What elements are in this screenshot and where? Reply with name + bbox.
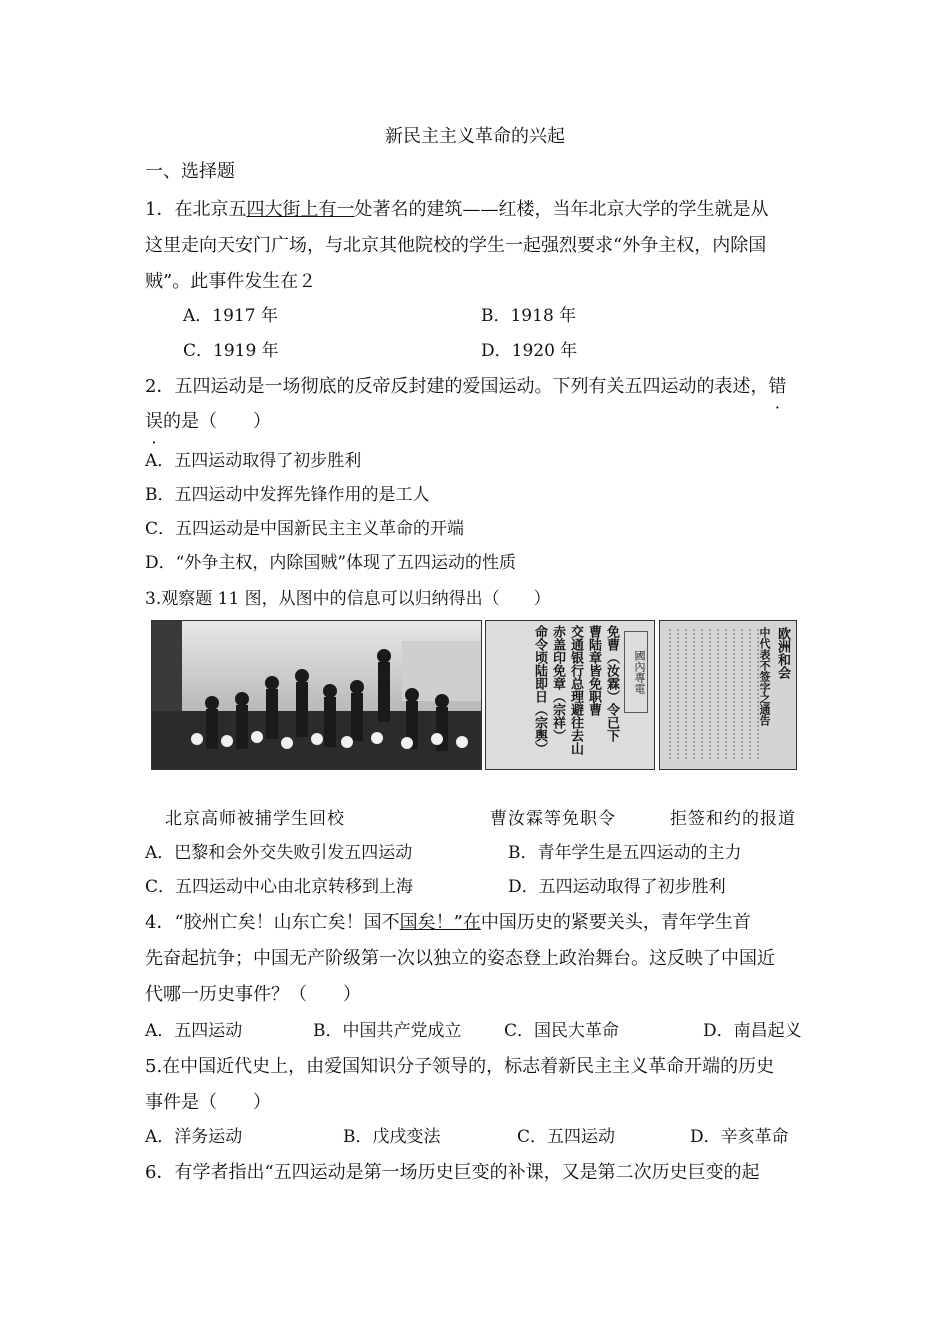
q4-text: 4．“胶州亡矣！山东亡矣！国不 xyxy=(145,912,400,933)
caption-order: 曹汝霖等免职令 xyxy=(490,809,616,829)
q5-line2: 事件是（ ） xyxy=(145,1092,271,1113)
newspaper-fragment: （宗祥） xyxy=(550,690,565,742)
report-subheadline: 中代表不签字之通告 xyxy=(758,627,771,726)
q3-option-a: A．巴黎和会外交失败引发五四运动 xyxy=(145,843,413,863)
figure-dismissal-order xyxy=(485,620,655,770)
q2-option-a: A．五四运动取得了初步胜利 xyxy=(145,451,362,471)
q4-line2: 先奋起抗争；中国无产阶级第一次以独立的姿态登上政治舞台。这反映了中国近 xyxy=(145,948,775,969)
q3-line1: 3.观察题 11 图，从图中的信息可以归纳得出（ ） xyxy=(145,589,551,609)
newspaper-fragment: 曹 xyxy=(586,703,601,716)
photo-crowd-image xyxy=(152,621,481,769)
newspaper-fragment: 曹陆章皆免职 xyxy=(586,625,601,703)
q1-text: 1．在北京五 xyxy=(145,199,247,220)
page-title: 新民主主义革命的兴起 xyxy=(385,126,565,147)
q2-option-d: D．“外争主权，内除国贼”体现了五四运动的性质 xyxy=(145,553,517,573)
q2-text: 2．五四运动是一场彻底的反帝反封建的爱国运动。下列有关五四运动的表述， xyxy=(145,376,769,397)
figure-photo-students xyxy=(151,620,482,770)
newspaper-fragment: 避往 xyxy=(568,703,583,729)
q5-option-d: D．辛亥革命 xyxy=(690,1127,789,1147)
q4-line1 xyxy=(145,909,751,937)
newspaper-fragment: 即日 xyxy=(532,677,547,703)
q4-option-c: C．国民大革命 xyxy=(504,1021,620,1041)
figure-refusal-report xyxy=(659,620,797,770)
newspaper-fragment: 免章 xyxy=(550,664,565,690)
newspaper-columns xyxy=(490,625,620,765)
q4-text: 中国历史的紧要关头，青年学生首 xyxy=(480,912,751,933)
newspaper-fragment: （汝霖） xyxy=(604,651,619,703)
q2-text: 的是（ ） xyxy=(163,411,271,432)
newspaper-fragment: 陆 xyxy=(532,664,547,677)
q1-option-d: D．1920 年 xyxy=(481,341,578,361)
report-body-texture xyxy=(664,625,764,765)
newspaper-fragment: 免曹 xyxy=(604,625,619,651)
q4-option-d: D．南昌起义 xyxy=(703,1021,802,1041)
newspaper-fragment: 令已下 xyxy=(604,703,619,742)
q1-option-b: B．1918 年 xyxy=(481,306,577,326)
newspaper-header: 國內專電 xyxy=(624,631,648,713)
newspaper-fragment: （宗舆） xyxy=(532,703,547,755)
section-heading: 一、选择题 xyxy=(145,161,235,182)
q2-option-b: B．五四运动中发挥先锋作用的是工人 xyxy=(145,485,430,505)
q1-line2: 这里走向天安门广场，与北京其他院校的学生一起强烈要求“外争主权，内除国 xyxy=(145,235,767,256)
newspaper-fragment: 盖印 xyxy=(550,638,565,664)
q4-line3: 代哪一历史事件？（ ） xyxy=(145,984,361,1005)
newspaper-fragment: 交通银行总理 xyxy=(568,625,583,703)
q5-line1: 5.在中国近代史上，由爱国知识分子领导的，标志着新民主主义革命开端的历史 xyxy=(145,1056,775,1077)
q5-option-b: B．戊戌变法 xyxy=(343,1127,441,1147)
q2-line1 xyxy=(145,373,786,401)
newspaper-fragment: 山 xyxy=(568,742,583,755)
q4-option-a: A．五四运动 xyxy=(145,1021,243,1041)
q2-option-c: C．五四运动是中国新民主主义革命的开端 xyxy=(145,519,465,539)
q1-line3: 贼”。此事件发生在２ xyxy=(145,271,317,292)
newspaper-fragment: 去 xyxy=(568,729,583,742)
q2-emphasis: 错 xyxy=(768,376,787,397)
q4-option-b: B．中国共产党成立 xyxy=(313,1021,462,1041)
q4-underlined: 国矣！”在 xyxy=(399,912,481,933)
q2-emphasis: 误 xyxy=(145,411,163,432)
q5-option-c: C．五四运动 xyxy=(517,1127,616,1147)
report-headline: 欧洲和会 xyxy=(775,627,790,679)
q3-option-d: D．五四运动取得了初步胜利 xyxy=(508,877,726,897)
q2-line2 xyxy=(145,408,271,436)
q1-underlined: 四大街上有一 xyxy=(246,199,355,220)
caption-report: 拒签和约的报道 xyxy=(670,809,796,829)
caption-photo: 北京高师被捕学生回校 xyxy=(165,809,345,829)
newspaper-fragment: 赤 xyxy=(550,625,565,638)
q3-option-b: B．青年学生是五四运动的主力 xyxy=(508,843,742,863)
q1-text: 处著名的建筑——红楼，当年北京大学的学生就是从 xyxy=(354,199,769,220)
q3-option-c: C．五四运动中心由北京转移到上海 xyxy=(145,877,414,897)
q1-option-a: A．1917 年 xyxy=(183,306,278,326)
q6-line1: 6．有学者指出“五四运动是第一场历史巨变的补课，又是第二次历史巨变的起 xyxy=(145,1162,760,1183)
newspaper-fragment: 命令顷 xyxy=(532,625,547,664)
q1-line1 xyxy=(145,196,768,224)
q1-option-c: C．1919 年 xyxy=(183,341,279,361)
q5-option-a: A．洋务运动 xyxy=(145,1127,243,1147)
